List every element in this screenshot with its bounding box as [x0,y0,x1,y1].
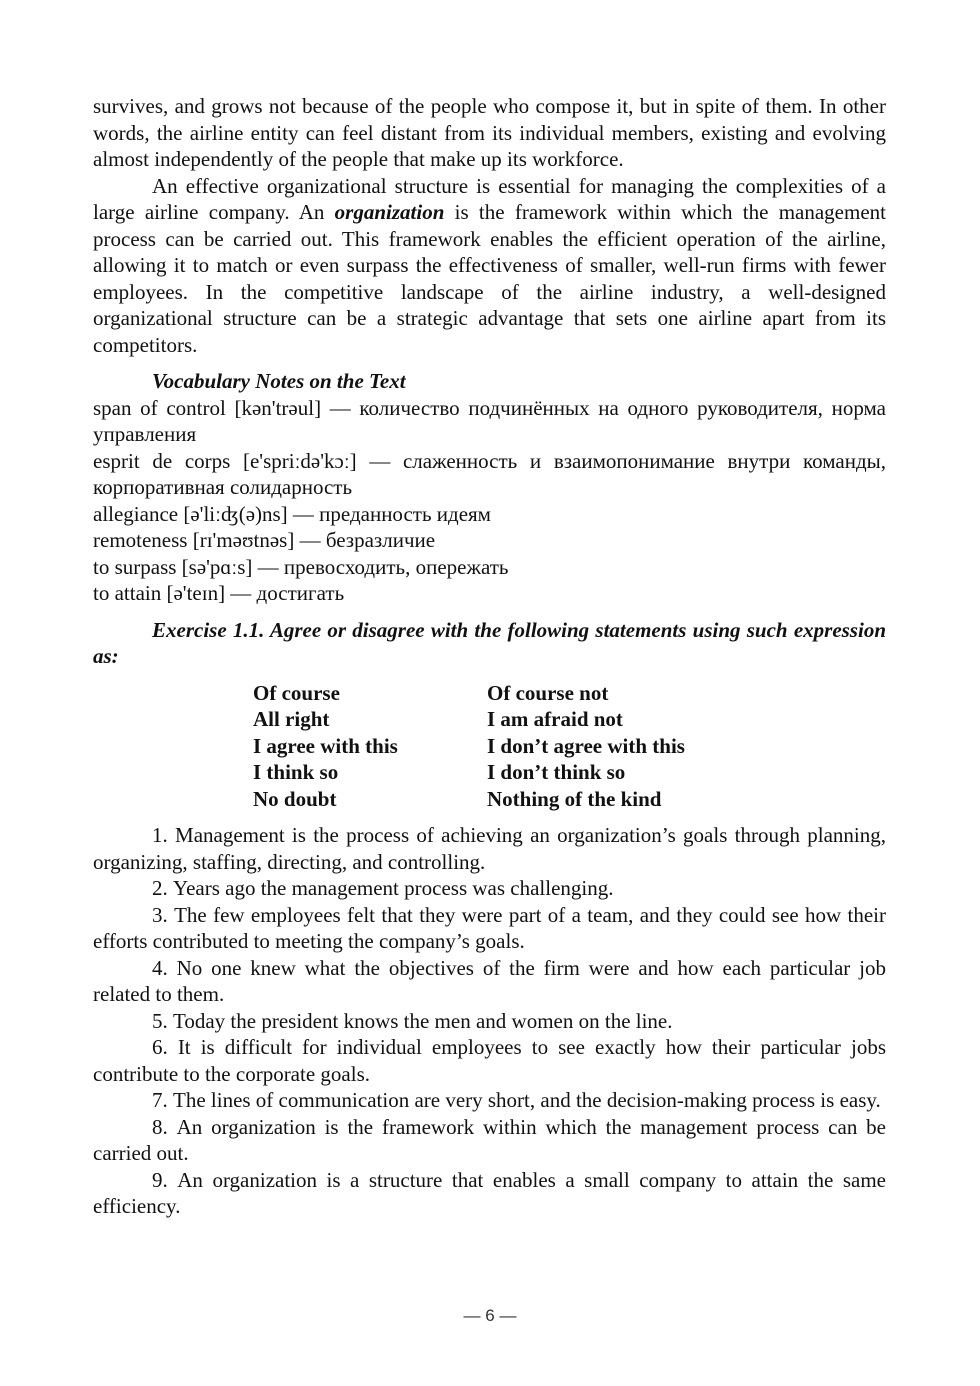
paragraph-2-text-start: An effective organizational structure is essential for managing the complexities of a large airline company. An [93,173,886,224]
vocabulary-entry: esprit de corps [e'spriːdə'kɔː] — слаженность и взаимопонимание внутри команды, корпоративная солидарность [93,448,886,499]
expressions-row [253,706,685,733]
disagree-expression: Of course not [487,680,609,705]
agree-expression: No doubt [253,786,337,811]
statement-item: 8. An organization is the framework within which the management process can be carried out. [93,1114,886,1165]
vocabulary-entry: to attain [ə'teɪn] — достигать [93,581,345,605]
exercise-title: Exercise 1.1. Agree or disagree with the following statements using such expression as: [93,617,886,668]
agree-expression: All right [253,707,330,731]
statement-item: 3. The few employees felt that they were part of a team, and they could see how their efforts contributed to meeting the company’s goals. [93,902,886,953]
statement-item: 6. It is difficult for individual employees to see exactly how their particular jobs contribute to the corporate goals. [93,1035,886,1086]
agree-expression: I think so [253,760,339,784]
page-content [93,93,886,1220]
vocabulary-entry: span of control [kən'trəul] — количество подчинённых на одного руководителя, норма управления [93,395,886,446]
expressions-row [253,759,685,786]
statement-item: 9. An organization is a structure that enables a small company to attain the same efficiency. [93,1167,886,1218]
expressions-row [253,786,685,813]
statement-item: 5. Today the president knows the men and women on the line. [152,1008,673,1033]
body-paragraph-1: survives, and grows not because of the people who compose it, but in spite of them. In other words, the airline entity can feel distant from its individual members, existing and evolving almost independently of the people that make up its workforce. [93,94,886,171]
vocabulary-entry: to surpass [sə'pɑːs] — превосходить, опережать [93,554,509,579]
expressions-row [253,733,685,760]
term-organization: organization [334,200,445,224]
statement-item: 1. Management is the process of achieving an organization’s goals through planning, organizing, staffing, directing, and controlling. [93,823,886,874]
statement-item: 4. No one knew what the objectives of the firm were and how each particular job related to them. [93,955,886,1006]
expressions-row [253,680,685,707]
page-number: — 6 — [463,1306,517,1325]
disagree-expression: I am afraid not [487,707,623,731]
statement-item: 7. The lines of communication are very short, and the decision-making process is easy. [152,1088,881,1112]
paragraph-2-text-end: is the framework within which the management process can be carried out. This framework enables the efficient operation of the airline, allowing it to match or even surpass the effectiveness of smaller, well-run firms with fewer employees. In the competitive landscape of the airline industry, a well-designed organizational structure can be a strategic advantage that sets one airline apart from its competitors. [93,200,886,357]
statements-list [93,822,886,1220]
vocabulary-entry: allegiance [ə'liːʤ(ə)ns] — преданность идеям [93,501,491,526]
disagree-expression: Nothing of the kind [487,786,662,811]
vocabulary-entry: remoteness [rɪ'məʊtnəs] — безразличие [93,528,436,552]
body-paragraph-2 [93,173,886,359]
agree-expression: Of course [253,680,340,705]
agree-expression: I agree with this [253,733,398,758]
vocabulary-list [93,395,886,607]
statement-item: 2. Years ago the management process was challenging. [152,876,614,900]
expressions-table [253,680,685,813]
vocabulary-title: Vocabulary Notes on the Text [152,369,406,393]
disagree-expression: I don’t think so [487,760,626,784]
disagree-expression: I don’t agree with this [487,733,685,758]
